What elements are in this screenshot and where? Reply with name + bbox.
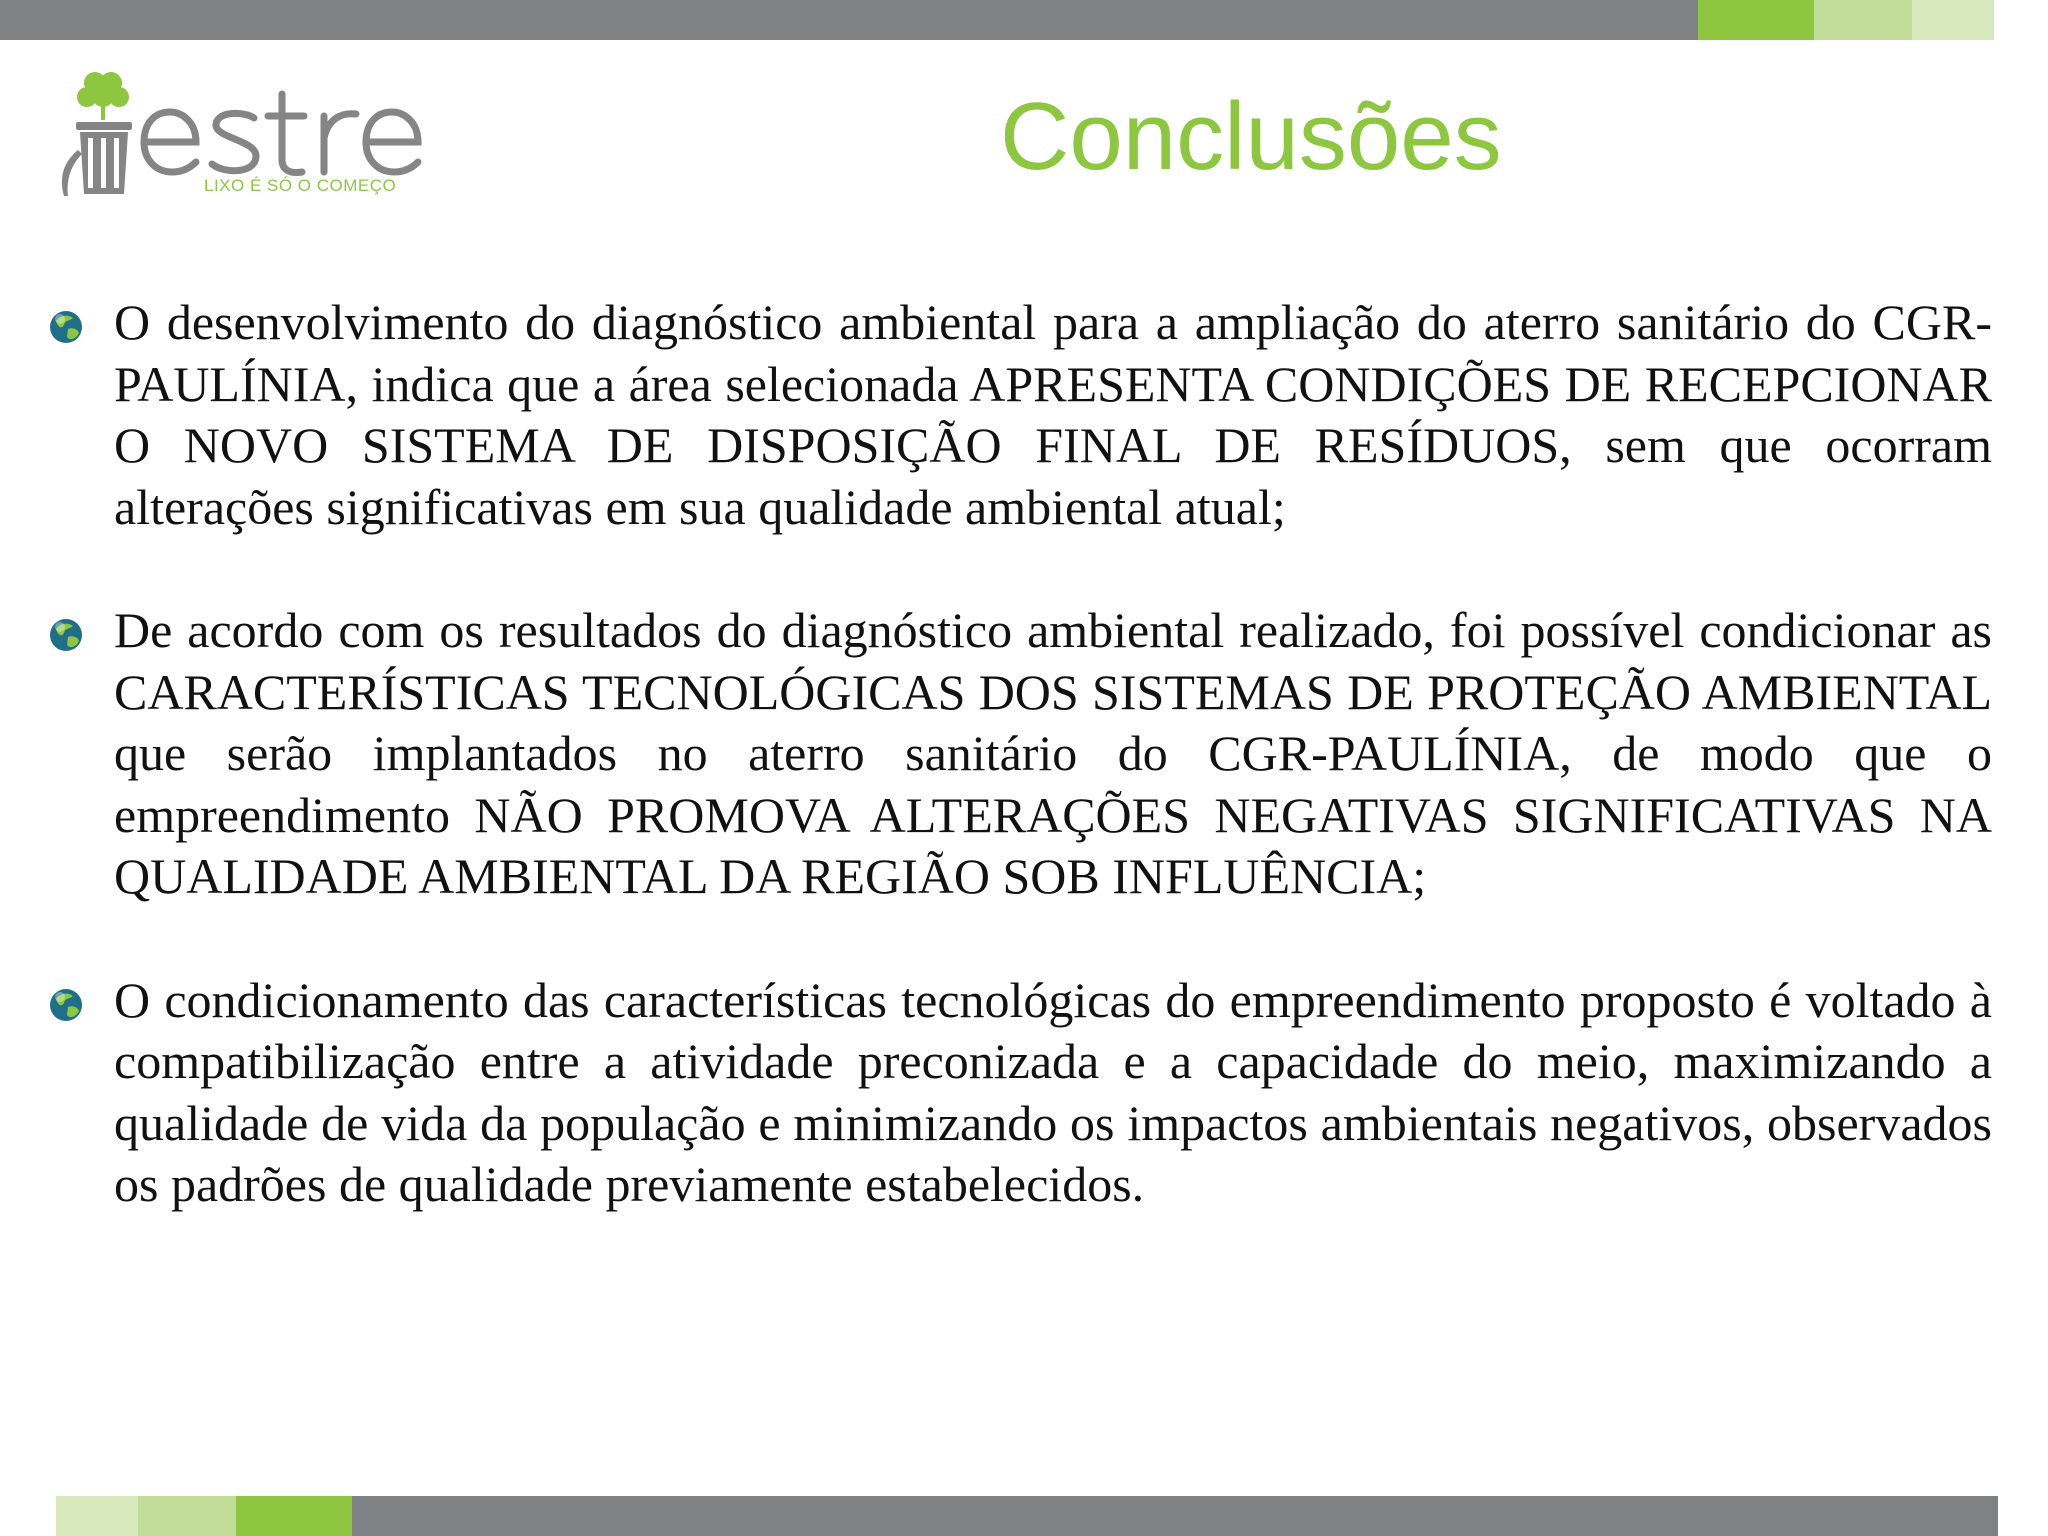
estre-logo — [48, 64, 468, 204]
bullet-text: De acordo com os resultados do diagnóstico ambiental realizado, foi possível condicionar as CARACTERÍSTICAS TECNOLÓGICAS DOS SISTEMAS DE PROTEÇÃO AMBIENTAL que serão implantados no aterro sanitário do CGR-PAULÍNIA, de modo que o empreendimento NÃO PROMOVA ALTERAÇÕES NEGATIVAS SIGNIFICATIVAS NA QUALIDADE AMBIENTAL DA REGIÃO SOB INFLUÊNCIA; — [114, 602, 1992, 904]
bullet-text: O condicionamento das características tecnológicas do empreendimento proposto é voltado à compatibilização entre a atividade preconizada e a capacidade do meio, maximizando a qualidade de vida da população e minimizando os impactos ambientais negativos, observados os padrões de qualidade previamente estabelecidos. — [114, 971, 1992, 1212]
bullet-item — [48, 970, 1992, 1216]
top-bar-light-green-segment — [1814, 0, 1912, 40]
top-bar-gray-segment — [0, 0, 1698, 40]
bottom-decorative-bar — [0, 1496, 2048, 1536]
bottom-bar-pale-green-segment — [56, 1496, 138, 1536]
globe-bullet-icon — [48, 987, 84, 1023]
bullet-text: O desenvolvimento do diagnóstico ambiental para a ampliação do aterro sanitário do CGR-PAULÍNIA, indica que a área selecionada APRESENTA CONDIÇÕES DE RECEPCIONAR O NOVO SISTEMA DE DISPOSIÇÃO FINAL DE RESÍDUOS, sem que ocorram alterações significativas em sua qualidade ambiental atual; — [114, 294, 1992, 535]
top-bar-pale-green-segment — [1912, 0, 1994, 40]
bottom-bar-gray-segment — [352, 1496, 1998, 1536]
top-decorative-bar — [0, 0, 2048, 40]
bottom-bar-light-green-segment — [138, 1496, 236, 1536]
globe-bullet-icon — [48, 309, 84, 345]
globe-bullet-icon — [48, 617, 84, 653]
bottom-bar-green-segment — [236, 1496, 352, 1536]
bullet-list — [48, 292, 1992, 1278]
bullet-item — [48, 292, 1992, 538]
top-bar-green-segment — [1698, 0, 1814, 40]
slide-title: Conclusões — [1000, 83, 1502, 190]
bottom-bar-gap — [0, 1496, 56, 1536]
logo-tagline: LIXO É SÓ O COMEÇO — [204, 176, 397, 195]
bullet-item — [48, 600, 1992, 908]
